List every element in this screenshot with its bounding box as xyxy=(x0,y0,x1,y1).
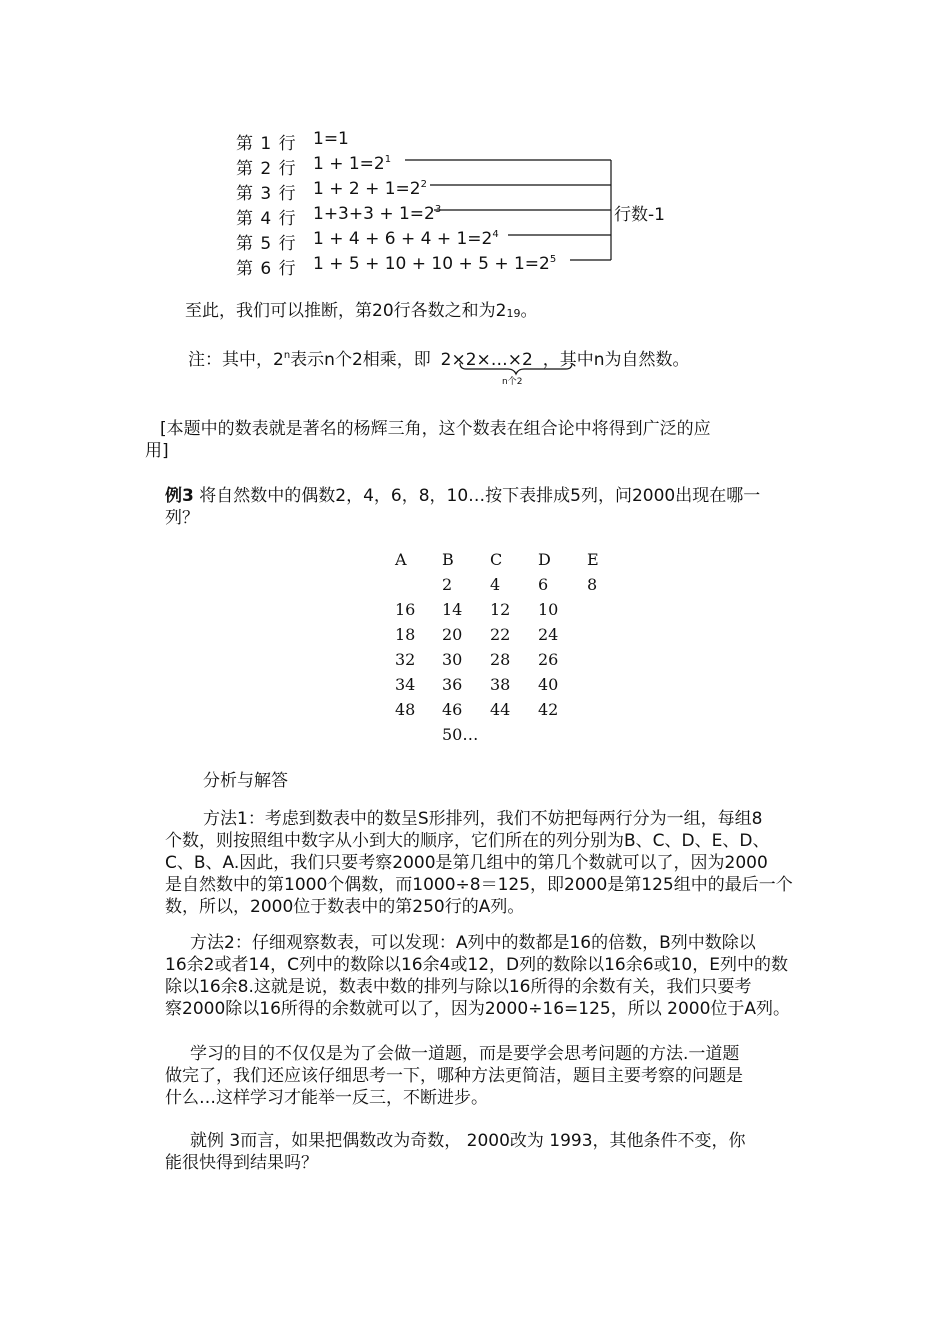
table-cell: 2 xyxy=(442,575,453,594)
method1-line: 方法1：考虑到数表中的数呈S形排列，我们不妨把每两行分为一组，每组8 xyxy=(203,809,763,829)
learning-line: 学习的目的不仅仅是为了会做一道题，而是要学会思考问题的方法.一道题 xyxy=(190,1044,740,1064)
question-line: 就例 3而言，如果把偶数改为奇数， 2000改为 1993，其他条件不变，你 xyxy=(190,1131,746,1151)
table-cell: 20 xyxy=(442,625,463,644)
triangle-row-label: 第 6 行 xyxy=(236,259,297,279)
comment-line: [本题中的数表就是著名的杨辉三角，这个数表在组合论中将得到广泛的应 xyxy=(160,419,711,439)
table-header: D xyxy=(538,550,551,569)
table-cell: 4 xyxy=(490,575,501,594)
brace-label: n个2 xyxy=(502,377,523,387)
bracket-label: 行数-1 xyxy=(614,205,665,225)
conclusion: 至此，我们可以推断，第20行各数之和为219。 xyxy=(185,301,538,321)
method2-line: 察2000除以16所得的余数就可以了，因为2000÷16=125，所以 2000位于A列。 xyxy=(165,999,791,1019)
triangle-row-expr: $1+3+3 + 1=2^3$ xyxy=(313,204,442,224)
table-header: B xyxy=(442,550,454,569)
triangle-row-label: 第 2 行 xyxy=(236,159,297,179)
table-cell: 32 xyxy=(395,650,416,669)
table-cell: 26 xyxy=(538,650,559,669)
table-cell: 6 xyxy=(538,575,549,594)
triangle-row-label: 第 1 行 xyxy=(236,134,297,154)
table-cell: 16 xyxy=(395,600,416,619)
method1-line: C、B、A.因此，我们只要考察2000是第几组中的第几个数就可以了，因为2000 xyxy=(165,853,768,873)
table-header: C xyxy=(490,550,503,569)
table-header: E xyxy=(587,550,599,569)
table-cell: 14 xyxy=(442,600,463,619)
triangle-row-expr: $1 + 4 + 6 + 4 + 1=2^4$ xyxy=(313,229,499,249)
table-cell: 28 xyxy=(490,650,511,669)
table-cell: 48 xyxy=(395,700,416,719)
table-cell: 34 xyxy=(395,675,416,694)
table-cell: 10 xyxy=(538,600,559,619)
triangle-row-expr: $1 + 1=2^1$ xyxy=(313,154,392,174)
table-cell: 8 xyxy=(587,575,598,594)
triangle-row-expr: $1 + 2 + 1=2^2$ xyxy=(313,179,427,199)
method2-line: 除以16余8.这就是说，数表中数的排列与除以16所得的余数有关，我们只要考 xyxy=(165,977,752,997)
example3-line: 例3 将自然数中的偶数2，4，6，8，10…按下表排成5列，问2000出现在哪一 xyxy=(165,486,761,506)
triangle-row-expr: $1 + 5 + 10 + 10 + 5 + 1=2^5$ xyxy=(313,254,557,274)
table-cell: 30 xyxy=(442,650,463,669)
learning-line: 做完了，我们还应该仔细思考一下，哪种方法更简洁，题目主要考察的问题是 xyxy=(165,1066,743,1086)
method2-line: 方法2：仔细观察数表，可以发现：A列中的数都是16的倍数，B列中数除以 xyxy=(190,933,756,953)
learning-line: 什么…这样学习才能举一反三，不断进步。 xyxy=(165,1088,488,1108)
table-cell: 38 xyxy=(490,675,511,694)
note: 注：其中，2$^n$表示n个2相乘，即 2×2×…×2 ，其中n为自然数。 xyxy=(188,350,690,370)
triangle-row-label: 第 5 行 xyxy=(236,234,297,254)
question-line: 能很快得到结果吗？ xyxy=(165,1153,318,1173)
table-cell: 40 xyxy=(538,675,559,694)
table-header: A xyxy=(395,550,407,569)
method2-line: 16余2或者14，C列中的数除以16余4或12，D列的数除以16余6或10，E列中的数 xyxy=(165,955,788,975)
table-cell: 22 xyxy=(490,625,511,644)
table-cell: 44 xyxy=(490,700,511,719)
table-cell: 46 xyxy=(442,700,463,719)
analysis-heading: 分析与解答 xyxy=(203,771,288,791)
triangle-row-label: 第 4 行 xyxy=(236,209,297,229)
example3-line: 列？ xyxy=(165,508,199,528)
comment-line: 用] xyxy=(145,441,169,461)
triangle-row-label: 第 3 行 xyxy=(236,184,297,204)
table-cell: 12 xyxy=(490,600,511,619)
method1-line: 个数，则按照组中数字从小到大的顺序，它们所在的列分别为B、C、D、E、D、 xyxy=(165,831,770,851)
table-cell: 18 xyxy=(395,625,416,644)
method1-line: 是自然数中的第1000个偶数，而1000÷8＝125，即2000是第125组中的最后一个 xyxy=(165,875,793,895)
table-cell: 42 xyxy=(538,700,559,719)
method1-line: 数，所以，2000位于数表中的第250行的A列。 xyxy=(165,897,525,917)
table-cell: 50… xyxy=(442,725,479,744)
table-cell: 36 xyxy=(442,675,463,694)
triangle-row-expr: 1=1 xyxy=(313,129,349,149)
table-cell: 24 xyxy=(538,625,559,644)
